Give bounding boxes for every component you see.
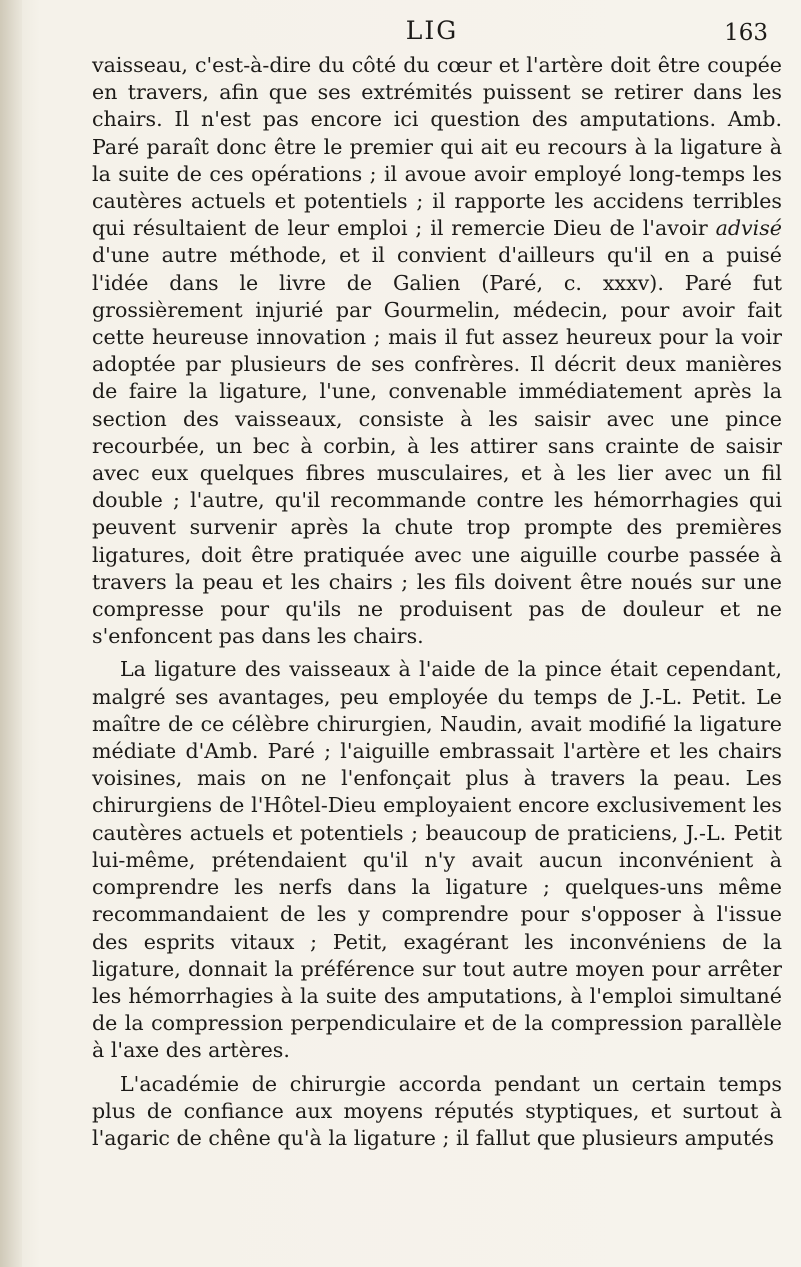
page-spine-shadow bbox=[0, 0, 22, 1267]
page-header bbox=[96, 14, 768, 50]
paragraph-1-text-a: vaisseau, c'est-à-dire du côté du cœur et l'artère doit être coupée en travers, afin que ses extrémités puissent se retirer dans les chairs. Il n'est pas encore ici question des amputations. Amb. Paré paraît donc être le premier qui ait eu recours à la ligature à la suite de ces opérations ; il avoue avoir employé long-temps les cautères actuels et potentiels ; il rapporte les accidens terribles qui résultaient de leur emploi ; il remercie Dieu de l'avoir bbox=[92, 53, 782, 241]
body-text bbox=[92, 52, 782, 1158]
paragraph-3: L'académie de chirurgie accorda pendant un certain temps plus de confiance aux moyens réputés styptiques, et surtout à l'agaric de chêne qu'à la ligature ; il fallut que plusieurs amputés bbox=[92, 1071, 782, 1150]
paragraph-2: La ligature des vaisseaux à l'aide de la pince était cependant, malgré ses avantages, peu employée du temps de J.-L. Petit. Le maître de ce célèbre chirurgien, Naudin, avait modifié la ligature médiate d'Amb. Paré ; l'aiguille embrassait l'artère et les chairs voisines, mais on ne l'enfonçait plus à travers la peau. Les chirurgiens de l'Hôtel-Dieu employaient encore exclusivement les cautères actuels et potentiels ; beaucoup de praticiens, J.-L. Petit lui-même, prétendaient qu'il n'y avait aucun inconvénient à comprendre les nerfs dans la ligature ; quelques-uns même recommandaient de les y comprendre pour s'opposer à l'issue des esprits vitaux ; Petit, exagérant les inconvéniens de la ligature, donnait la préférence sur tout autre moyen pour arrêter les hémorrhagies à la suite des amputations, à l'emploi simultané de la compression perpendiculaire et de la compression parallèle à l'axe des artères. bbox=[92, 657, 782, 1063]
paragraph-1 bbox=[92, 52, 782, 650]
paragraph-1-emphasis: advisé bbox=[715, 216, 782, 241]
paragraph-1-text-b: d'une autre méthode, et il convient d'ailleurs qu'il en a puisé l'idée dans le livre de Galien (Paré, c. xxxv). Paré fut grossièrement injurié par Gourmelin, médecin, pour avoir fait cette heureuse innovation ; mais il fut assez heureux pour la voir adoptée par plusieurs de ses confrères. Il décrit deux manières de faire la ligature, l'une, convenable immédiatement après la section des vaisseaux, consiste à les saisir avec une pince recourbée, un bec à corbin, à les attirer sans crainte de saisir avec eux quelques fibres musculaires, et à les lier avec un fil double ; l'autre, qu'il recommande contre les hémorrhagies qui peuvent survenir après la chute trop prompte des premières ligatures, doit être pratiquée avec une aiguille courbe passée à travers la peau et les chairs ; les fils doivent être noués sur une compresse pour qu'ils ne produisent pas de douleur et ne s'enfoncent pas dans les chairs. bbox=[92, 243, 782, 649]
page-number: 163 bbox=[724, 20, 768, 46]
running-head: LIG bbox=[405, 16, 459, 45]
